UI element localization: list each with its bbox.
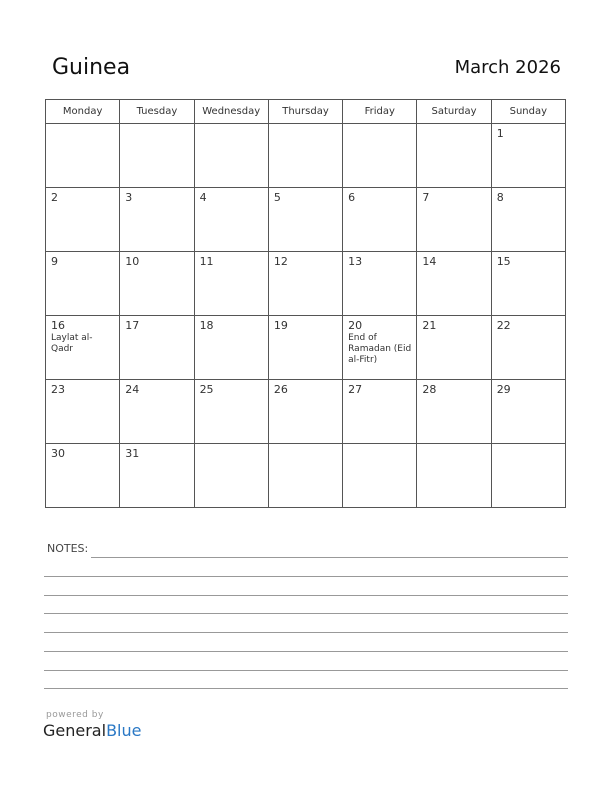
weekday-header: Saturday <box>417 100 491 124</box>
notes-line <box>44 613 568 614</box>
day-cell <box>46 380 120 444</box>
day-cell <box>120 124 194 188</box>
weekday-header: Tuesday <box>120 100 194 124</box>
day-number: 27 <box>348 383 363 396</box>
day-cell <box>268 124 342 188</box>
calendar-grid <box>45 99 566 508</box>
day-cell <box>46 252 120 316</box>
day-cell <box>194 380 268 444</box>
week-row <box>46 380 566 444</box>
day-cell <box>343 380 417 444</box>
weekday-header: Monday <box>46 100 120 124</box>
week-row <box>46 188 566 252</box>
brand-logo <box>43 721 141 740</box>
day-cell <box>491 252 565 316</box>
day-cell <box>417 252 491 316</box>
day-number: 24 <box>125 383 140 396</box>
day-number: 19 <box>273 319 288 332</box>
weekday-header: Friday <box>343 100 417 124</box>
week-row <box>46 252 566 316</box>
day-cell <box>491 188 565 252</box>
day-number: 29 <box>496 383 511 396</box>
day-number: 31 <box>125 447 140 460</box>
weekday-header: Wednesday <box>194 100 268 124</box>
day-cell <box>120 380 194 444</box>
day-cell <box>491 380 565 444</box>
day-cell <box>46 316 120 380</box>
day-number: 2 <box>51 191 58 204</box>
day-cell <box>343 444 417 508</box>
day-cell <box>417 124 491 188</box>
day-cell <box>120 316 194 380</box>
day-number: 8 <box>496 191 504 204</box>
day-number: 10 <box>125 255 140 268</box>
day-number: 16 <box>51 319 65 332</box>
day-number: 5 <box>273 191 281 204</box>
brand-blue: Blue <box>106 721 142 740</box>
day-number: 23 <box>51 383 65 396</box>
day-number: 25 <box>199 383 214 396</box>
notes-line <box>44 651 568 652</box>
day-cell <box>120 252 194 316</box>
week-row <box>46 316 566 380</box>
day-cell <box>417 444 491 508</box>
day-number: 22 <box>496 319 511 332</box>
day-number: 3 <box>125 191 133 204</box>
holiday-label: Laylat al-Qadr <box>51 333 93 354</box>
notes-label: NOTES: <box>47 542 89 555</box>
day-number: 14 <box>422 255 437 268</box>
day-number: 18 <box>199 319 214 332</box>
week-row <box>46 124 566 188</box>
day-cell <box>268 252 342 316</box>
notes-line <box>44 632 568 633</box>
holiday-label: End of Ramadan (Eid al-Fitr) <box>348 333 412 365</box>
weekday-header: Thursday <box>268 100 342 124</box>
day-number: 15 <box>496 255 511 268</box>
day-cell <box>194 188 268 252</box>
notes-line <box>44 576 568 577</box>
day-number: 21 <box>422 319 437 332</box>
day-cell <box>46 444 120 508</box>
day-cell <box>417 188 491 252</box>
day-cell <box>417 380 491 444</box>
day-cell <box>268 444 342 508</box>
day-cell <box>343 188 417 252</box>
day-number: 9 <box>51 255 58 268</box>
day-number: 7 <box>422 191 430 204</box>
day-number: 4 <box>199 191 207 204</box>
day-number: 28 <box>422 383 437 396</box>
day-cell <box>491 444 565 508</box>
day-number: 30 <box>51 447 65 460</box>
week-row <box>46 444 566 508</box>
weekday-header-row <box>46 100 566 124</box>
day-cell <box>343 252 417 316</box>
day-cell <box>120 188 194 252</box>
day-cell <box>491 124 565 188</box>
day-number: 11 <box>199 255 214 268</box>
day-cell <box>268 188 342 252</box>
day-number: 13 <box>348 255 363 268</box>
day-cell <box>343 316 417 380</box>
day-number: 17 <box>125 319 140 332</box>
day-cell <box>343 124 417 188</box>
day-cell <box>194 252 268 316</box>
day-number: 26 <box>273 383 288 396</box>
day-number: 12 <box>273 255 288 268</box>
brand-general: General <box>43 721 107 740</box>
day-number: 6 <box>348 191 356 204</box>
day-cell <box>268 380 342 444</box>
day-cell <box>46 124 120 188</box>
day-cell <box>491 316 565 380</box>
day-cell <box>46 188 120 252</box>
day-number: 20 <box>348 319 363 332</box>
country-title: Guinea <box>52 55 131 80</box>
day-cell <box>194 124 268 188</box>
day-cell <box>194 316 268 380</box>
notes-line <box>91 557 568 558</box>
month-title: March 2026 <box>454 57 561 78</box>
day-number: 1 <box>496 127 504 140</box>
powered-by-text: powered by <box>46 710 104 720</box>
day-cell <box>268 316 342 380</box>
day-cell <box>417 316 491 380</box>
notes-line <box>44 688 568 689</box>
notes-line <box>44 595 568 596</box>
notes-line <box>44 670 568 671</box>
weekday-header: Sunday <box>491 100 565 124</box>
day-cell <box>194 444 268 508</box>
day-cell <box>120 444 194 508</box>
